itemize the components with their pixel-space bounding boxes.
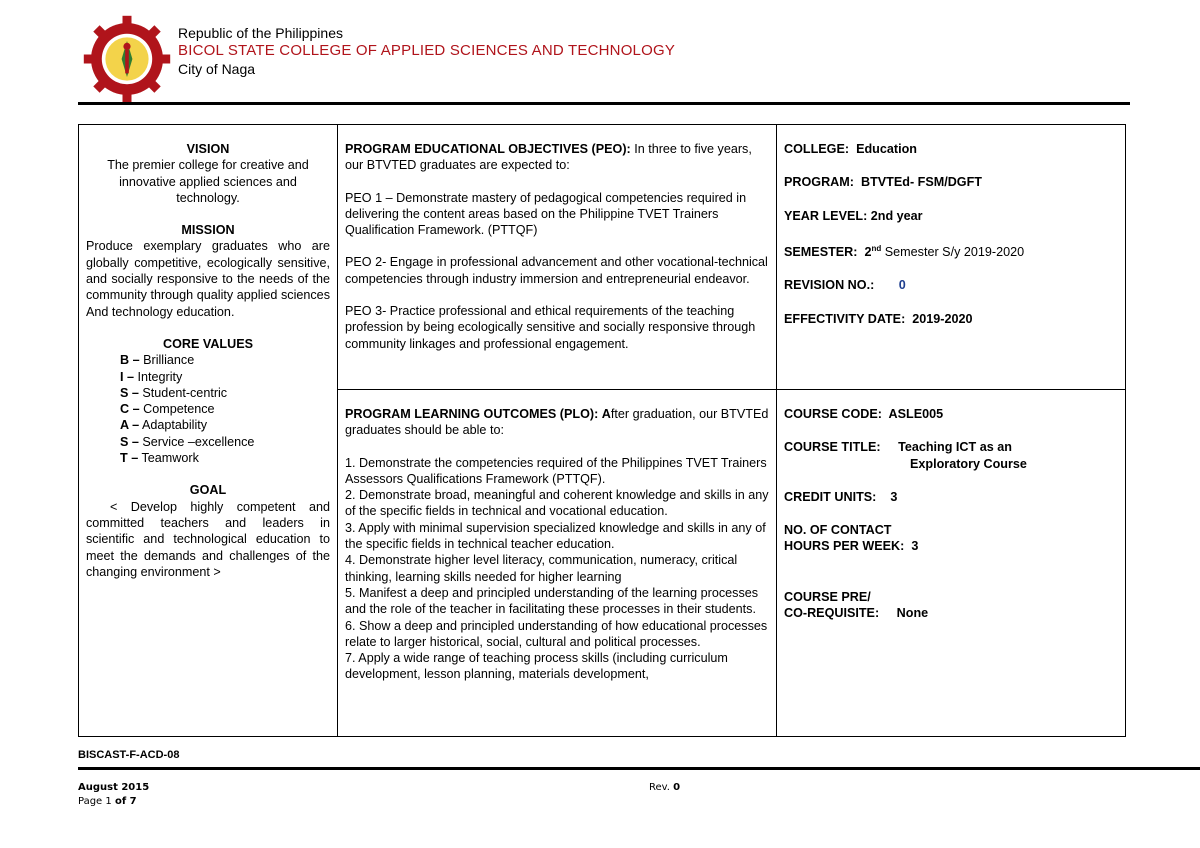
core-value-item: I – Integrity	[120, 369, 183, 384]
document-header	[78, 10, 1130, 105]
plo-item: 3. Apply with minimal supervision specialized knowledge and skills in any of the specific fields in technical teacher education.	[345, 520, 766, 552]
core-value-item: B – Brilliance	[120, 353, 195, 368]
footer-rule	[78, 767, 1200, 770]
peo-cell	[338, 125, 777, 390]
core-value-item: S – Service –excellence	[120, 434, 255, 449]
footer-date: August 2015	[78, 782, 150, 793]
mission-text: Produce exemplary graduates who are globally competitive, ecologically sensitive, and socially responsive to the needs of the community through quality applied sciences And technology education.	[86, 239, 330, 319]
course-code-field: COURSE CODE: ASLE005	[784, 407, 944, 421]
core-values-title: CORE VALUES	[162, 336, 254, 351]
vision-text: The premier college for creative and innovative applied sciences and technology.	[107, 158, 309, 205]
peo-item: PEO 3- Practice professional and ethical requirements of the teaching profession by being ecologically sensitive and socially responsive through community linkages and professional engagement.	[345, 304, 756, 351]
college-field: COLLEGE: Education	[784, 142, 917, 156]
semester-field: SEMESTER: 2nd Semester S/y 2019-2020	[784, 243, 1025, 260]
peo-item: PEO 2- Engage in professional advancement and other vocational-technical competencies through industry immersion and entrepreneurial endeavor.	[345, 255, 768, 286]
form-code: BISCAST-F-ACD-08	[78, 749, 180, 761]
header-rule	[78, 102, 1130, 105]
goal-text: < Develop highly competent and committed teachers and leaders in scientific and technological education to meet the demands and challenges of the changing environment >	[86, 499, 330, 579]
course-title-field: COURSE TITLE: Teaching ICT as an Exploratory Course	[784, 440, 1027, 471]
vision-title: VISION	[186, 142, 230, 156]
credit-units-field: CREDIT UNITS: 3	[784, 489, 898, 504]
syllabus-table	[78, 124, 1126, 737]
goal-title: GOAL	[189, 483, 227, 498]
year-level-field: YEAR LEVEL: 2nd year	[784, 208, 923, 223]
core-value-item: S – Student-centric	[120, 385, 228, 400]
college-seal-icon	[82, 14, 172, 104]
city-line: City of Naga	[178, 61, 256, 77]
effectivity-field: EFFECTIVITY DATE: 2019-2020	[784, 311, 973, 326]
core-value-item: T – Teamwork	[120, 451, 199, 466]
plo-item: 2. Demonstrate broad, meaningful and coherent knowledge and skills in any of the specific fields in technical and vocational education.	[345, 488, 769, 519]
program-field: PROGRAM: BTVTEd- FSM/DGFT	[784, 175, 982, 190]
core-value-item: A – Adaptability	[120, 418, 208, 433]
college-name: BICOL STATE COLLEGE OF APPLIED SCIENCES AND TECHNOLOGY	[178, 42, 676, 59]
prerequisite-field: COURSE PRE/ CO-REQUISITE: None	[784, 589, 929, 621]
revision-field: REVISION NO.: 0	[784, 278, 906, 293]
peo-heading: PROGRAM EDUCATIONAL OBJECTIVES (PEO): In three to five years, our BTVTED graduates are expected to:	[345, 142, 752, 173]
plo-item: 7. Apply a wide range of teaching process skills (including curriculum development, lesson planning, materials development,	[345, 651, 728, 682]
page-number: Page 1 of 7	[78, 796, 137, 807]
plo-heading: PROGRAM LEARNING OUTCOMES (PLO): After graduation, our BTVTEd graduates should be able to:	[345, 407, 769, 438]
info-cell	[777, 125, 1126, 390]
contact-hours-field: NO. OF CONTACT HOURS PER WEEK: 3	[784, 523, 919, 554]
plo-item: 4. Demonstrate higher level literacy, communication, numeracy, critical thinking, learning skills needed for higher learning	[345, 553, 738, 584]
plo-item: 5. Manifest a deep and principled understanding of the learning processes and the role of the teacher in facilitating these processes in their students.	[345, 585, 759, 617]
plo-item: 1. Demonstrate the competencies required of the Philippines TVET Trainers Assessors Qualifications Framework (PTTQF).	[345, 455, 767, 486]
peo-item: PEO 1 – Demonstrate mastery of pedagogical competencies required in delivering the content areas based on the Philippine TVET Trainers Qualification Framework. (PTTQF)	[345, 190, 747, 238]
plo-cell	[338, 390, 777, 737]
course-cell	[777, 390, 1126, 737]
republic-line: Republic of the Philippines	[178, 25, 343, 41]
header-text	[178, 24, 675, 78]
plo-item: 6. Show a deep and principled understanding of how educational processes relate to larger historical, social, cultural and political processes.	[345, 618, 768, 649]
core-value-item: C – Competence	[120, 402, 215, 417]
revision-footer: Rev. 0	[649, 782, 681, 793]
vmgo-cell	[79, 125, 338, 737]
mission-title: MISSION	[181, 223, 235, 238]
core-values-list	[86, 352, 330, 466]
